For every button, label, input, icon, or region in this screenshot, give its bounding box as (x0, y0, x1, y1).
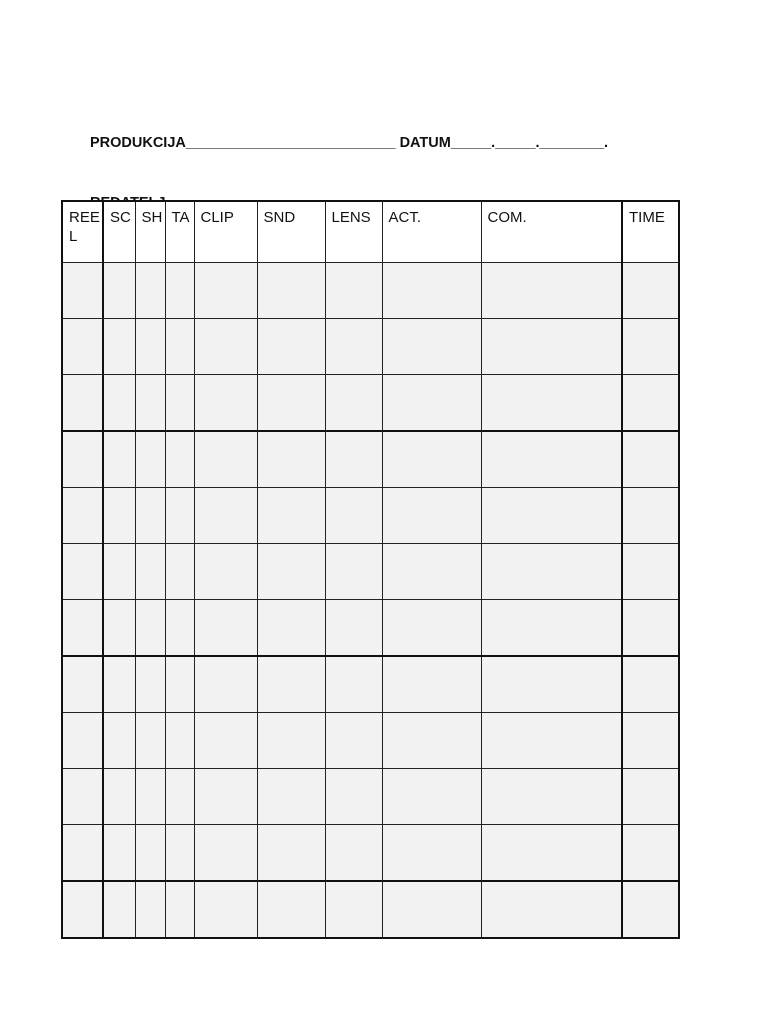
table-cell[interactable] (165, 600, 194, 657)
table-cell[interactable] (103, 375, 135, 432)
table-cell[interactable] (103, 263, 135, 319)
table-cell[interactable] (62, 319, 103, 375)
table-cell[interactable] (481, 881, 622, 938)
table-cell[interactable] (194, 263, 257, 319)
table-cell[interactable] (62, 656, 103, 713)
table-cell[interactable] (622, 881, 679, 938)
table-cell[interactable] (325, 600, 382, 657)
table-cell[interactable] (62, 488, 103, 544)
table-cell[interactable] (382, 769, 481, 825)
table-cell[interactable] (382, 431, 481, 488)
table-cell[interactable] (165, 431, 194, 488)
table-cell[interactable] (257, 656, 325, 713)
table-cell[interactable] (194, 600, 257, 657)
table-cell[interactable] (62, 713, 103, 769)
table-cell[interactable] (622, 263, 679, 319)
table-cell[interactable] (325, 656, 382, 713)
production-date-line[interactable]: PRODUKCIJA__________________________ DATUM_____._____.________. (90, 135, 609, 151)
table-row (62, 881, 679, 938)
col-header-clip: CLIP (194, 201, 257, 263)
table-row (62, 319, 679, 375)
table-cell[interactable] (382, 544, 481, 600)
col-header-act: ACT. (382, 201, 481, 263)
col-header-sh: SH (135, 201, 165, 263)
table-cell[interactable] (103, 431, 135, 488)
table-cell[interactable] (135, 263, 165, 319)
table-cell[interactable] (194, 825, 257, 882)
table-cell[interactable] (622, 600, 679, 657)
table-cell[interactable] (103, 769, 135, 825)
table-cell[interactable] (62, 600, 103, 657)
table-cell[interactable] (481, 769, 622, 825)
table-cell[interactable] (257, 431, 325, 488)
table-cell[interactable] (194, 431, 257, 488)
table-cell[interactable] (194, 544, 257, 600)
table-cell[interactable] (194, 656, 257, 713)
table-cell[interactable] (62, 375, 103, 432)
table-cell[interactable] (257, 488, 325, 544)
table-cell[interactable] (622, 319, 679, 375)
table-row (62, 431, 679, 488)
table-cell[interactable] (325, 825, 382, 882)
table-cell[interactable] (135, 544, 165, 600)
table-cell[interactable] (165, 881, 194, 938)
table-body (62, 263, 679, 939)
table-cell[interactable] (325, 375, 382, 432)
table-cell[interactable] (103, 881, 135, 938)
table-cell[interactable] (165, 544, 194, 600)
table-cell[interactable] (103, 544, 135, 600)
table-cell[interactable] (382, 319, 481, 375)
table-row (62, 600, 679, 657)
table-cell[interactable] (481, 263, 622, 319)
table-cell[interactable] (103, 713, 135, 769)
table-cell[interactable] (103, 488, 135, 544)
table-cell[interactable] (165, 713, 194, 769)
table-cell[interactable] (622, 431, 679, 488)
table-cell[interactable] (194, 375, 257, 432)
table-cell[interactable] (257, 881, 325, 938)
table-cell[interactable] (257, 263, 325, 319)
table-row (62, 825, 679, 882)
table-row (62, 769, 679, 825)
table-cell[interactable] (62, 544, 103, 600)
table-cell[interactable] (135, 825, 165, 882)
table-cell[interactable] (62, 769, 103, 825)
col-header-ta: TA (165, 201, 194, 263)
table-row (62, 656, 679, 713)
table-cell[interactable] (257, 769, 325, 825)
table-cell[interactable] (622, 488, 679, 544)
table-cell[interactable] (194, 488, 257, 544)
table-cell[interactable] (257, 375, 325, 432)
table-cell[interactable] (481, 713, 622, 769)
table-cell[interactable] (382, 656, 481, 713)
table-cell[interactable] (165, 488, 194, 544)
table-cell[interactable] (481, 825, 622, 882)
table-cell[interactable] (165, 656, 194, 713)
continuity-table (61, 200, 680, 939)
table-cell[interactable] (325, 713, 382, 769)
table-cell[interactable] (382, 713, 481, 769)
col-header-lens: LENS (325, 201, 382, 263)
table-cell[interactable] (165, 319, 194, 375)
table-cell[interactable] (135, 431, 165, 488)
table-cell[interactable] (257, 600, 325, 657)
table-cell[interactable] (62, 263, 103, 319)
table-cell[interactable] (382, 600, 481, 657)
table-cell[interactable] (62, 881, 103, 938)
table-cell[interactable] (257, 544, 325, 600)
table-cell[interactable] (622, 375, 679, 432)
table-row (62, 488, 679, 544)
table-cell[interactable] (481, 319, 622, 375)
table-cell[interactable] (135, 319, 165, 375)
table-cell[interactable] (135, 600, 165, 657)
table-cell[interactable] (481, 488, 622, 544)
table-cell[interactable] (135, 769, 165, 825)
table-cell[interactable] (135, 713, 165, 769)
table-cell[interactable] (481, 375, 622, 432)
table-cell[interactable] (481, 544, 622, 600)
table-header-row (62, 201, 679, 263)
table-cell[interactable] (325, 263, 382, 319)
table-cell[interactable] (165, 769, 194, 825)
table-cell[interactable] (325, 769, 382, 825)
table-row (62, 713, 679, 769)
table-cell[interactable] (103, 600, 135, 657)
col-header-com: COM. (481, 201, 622, 263)
table-cell[interactable] (382, 375, 481, 432)
table-cell[interactable] (325, 544, 382, 600)
table-cell[interactable] (382, 488, 481, 544)
table-cell[interactable] (481, 431, 622, 488)
table-cell[interactable] (165, 825, 194, 882)
table-cell[interactable] (257, 713, 325, 769)
table-cell[interactable] (325, 881, 382, 938)
table-cell[interactable] (135, 488, 165, 544)
col-header-snd: SND (257, 201, 325, 263)
table-cell[interactable] (325, 488, 382, 544)
col-header-reel: REEL (62, 201, 103, 263)
table-row (62, 544, 679, 600)
table-cell[interactable] (622, 769, 679, 825)
table-row (62, 375, 679, 432)
table-cell[interactable] (194, 319, 257, 375)
table-cell[interactable] (62, 825, 103, 882)
table-cell[interactable] (194, 881, 257, 938)
table-cell[interactable] (194, 769, 257, 825)
table-cell[interactable] (257, 825, 325, 882)
table-cell[interactable] (325, 319, 382, 375)
table-cell[interactable] (382, 881, 481, 938)
table-cell[interactable] (103, 319, 135, 375)
table-cell[interactable] (325, 431, 382, 488)
table-cell[interactable] (257, 319, 325, 375)
col-header-time: TIME (622, 201, 679, 263)
table-cell[interactable] (622, 656, 679, 713)
table-cell[interactable] (103, 656, 135, 713)
table-cell[interactable] (103, 825, 135, 882)
col-header-sc: SC (103, 201, 135, 263)
table-cell[interactable] (194, 713, 257, 769)
table-cell[interactable] (382, 263, 481, 319)
table-cell[interactable] (135, 881, 165, 938)
table-cell[interactable] (135, 656, 165, 713)
table-cell[interactable] (165, 263, 194, 319)
table-cell[interactable] (622, 544, 679, 600)
table-cell[interactable] (62, 431, 103, 488)
table-cell[interactable] (622, 825, 679, 882)
table-cell[interactable] (622, 713, 679, 769)
table-cell[interactable] (481, 600, 622, 657)
table-cell[interactable] (481, 656, 622, 713)
table-cell[interactable] (135, 375, 165, 432)
table-cell[interactable] (382, 825, 481, 882)
table-row (62, 263, 679, 319)
table-cell[interactable] (165, 375, 194, 432)
